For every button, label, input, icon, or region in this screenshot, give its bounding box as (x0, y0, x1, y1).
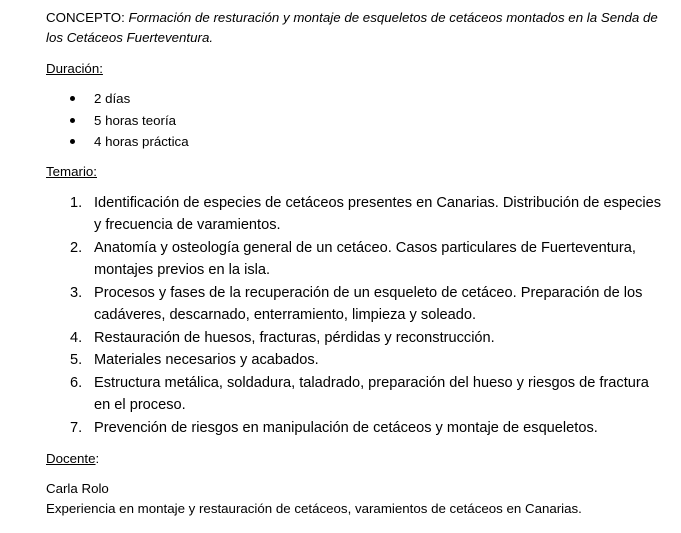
list-item (46, 417, 666, 440)
temario-item-number: 4. (70, 329, 83, 346)
duracion-item-label: 5 horas teoría (94, 112, 177, 128)
list-item (46, 372, 666, 417)
temario-item-number: 5. (70, 352, 83, 368)
duracion-heading-text: Duración: (46, 61, 103, 76)
temario-item-number: 2. (70, 239, 83, 256)
docente-heading (46, 449, 666, 469)
temario-item-number: 7. (70, 419, 83, 436)
list-item (46, 192, 666, 237)
temario-item-number: 1. (70, 194, 83, 211)
temario-item-text: Estructura metálica, soldadura, taladrado, preparación del hueso y riesgos de fractura en el proceso. (94, 374, 649, 413)
duracion-heading (46, 59, 666, 79)
temario-item-text: Procesos y fases de la recuperación de un esqueleto de cetáceo. Preparación de los cadáveres, descarnado, enterramiento, limpieza y soleado. (94, 284, 643, 323)
list-item (46, 131, 666, 153)
document-page (46, 8, 666, 518)
concept-text: Formación de resturación y montaje de esqueletos de cetáceos montados en la Senda de los Cetáceos Fuerteventura. (46, 10, 658, 45)
docente-name: Carla Rolo (46, 481, 109, 496)
concept-label: CONCEPTO: (46, 10, 125, 25)
docente-heading-text: Docente (46, 451, 96, 466)
temario-item-text: Restauración de huesos, fracturas, pérdidas y reconstrucción. (94, 329, 495, 346)
list-item (46, 110, 666, 132)
docente-experience: Experiencia en montaje y restauración de cetáceos, varamientos de cetáceos en Canarias. (46, 500, 582, 516)
list-item (46, 88, 666, 110)
temario-item-text: Prevención de riesgos en manipulación de cetáceos y montaje de esqueletos. (94, 419, 598, 436)
temario-item-text: Anatomía y osteología general de un cetáceo. Casos particulares de Fuerteventura, montajes previos en la isla. (94, 239, 636, 278)
duracion-item-label: 2 días (94, 91, 131, 106)
list-item (46, 282, 666, 327)
list-item (46, 349, 666, 372)
bullet-icon (70, 96, 75, 101)
list-item (46, 327, 666, 350)
temario-item-number: 3. (70, 284, 83, 301)
temario-heading-text: Temario: (46, 163, 97, 179)
bullet-icon (70, 139, 75, 144)
list-item (46, 237, 666, 282)
bullet-icon (70, 118, 75, 123)
temario-heading (46, 162, 666, 182)
temario-item-text: Materiales necesarios y acabados. (94, 352, 319, 368)
docente-heading-colon: : (95, 451, 100, 466)
temario-list (46, 192, 666, 440)
duracion-list (46, 88, 666, 153)
duracion-item-label: 4 horas práctica (94, 134, 189, 149)
concept-paragraph (46, 8, 666, 48)
temario-item-number: 6. (70, 374, 83, 391)
temario-item-text: Identificación de especies de cetáceos presentes en Canarias. Distribución de especies y frecuencia de varamientos. (94, 194, 662, 233)
